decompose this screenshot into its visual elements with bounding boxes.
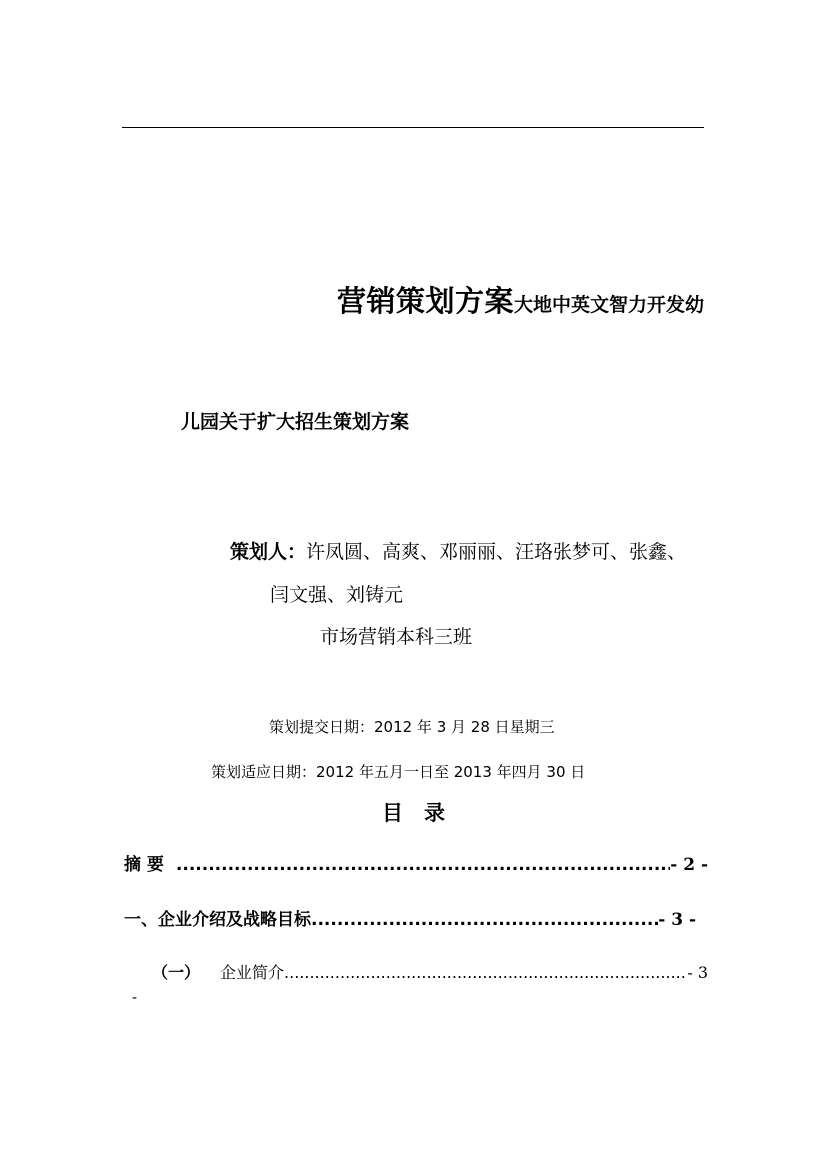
planners-names: 许凤圆、高爽、邓丽丽、汪珞张梦可、张鑫、: [306, 541, 687, 563]
toc-leader: [284, 963, 687, 982]
toc-entry-page: - 3: [687, 963, 708, 982]
toc-entry[interactable]: [124, 905, 696, 930]
toc-entry[interactable]: [152, 960, 708, 983]
title-rest: 大地中英文智力开发幼: [513, 294, 704, 316]
planners-label: 策划人：: [230, 541, 307, 563]
toc-leader: [311, 910, 658, 930]
submit-date: 策划提交日期：2012 年 3 月 28 日星期三: [269, 718, 555, 736]
planners-line: [230, 537, 686, 564]
title-continuation: 儿园关于扩大招生策划方案: [181, 411, 410, 433]
class-name: 市场营销本科三班: [320, 626, 473, 648]
document-title: [337, 279, 704, 320]
toc-title: 目 录: [382, 801, 445, 825]
title-main: 营销策划方案: [336, 284, 514, 318]
toc-entry-page: - 3 -: [658, 910, 696, 930]
toc-entry-label: 企业简介: [220, 963, 285, 982]
toc-entry-page-wrap: -: [132, 988, 138, 1006]
toc-entry-page: - 2 -: [670, 855, 708, 875]
planners-names-continued: 闫文强、刘铸元: [270, 584, 404, 606]
header-rule: [122, 127, 704, 128]
toc-entry[interactable]: [124, 850, 708, 875]
toc-entry-number: （一）: [152, 963, 201, 982]
toc-leader: [176, 855, 670, 875]
valid-date: 策划适应日期：2012 年五月一日至 2013 年四月 30 日: [211, 763, 586, 781]
toc-entry-label: 摘 要: [124, 855, 164, 875]
toc-entry-label: 一、企业介绍及战略目标: [124, 910, 311, 930]
